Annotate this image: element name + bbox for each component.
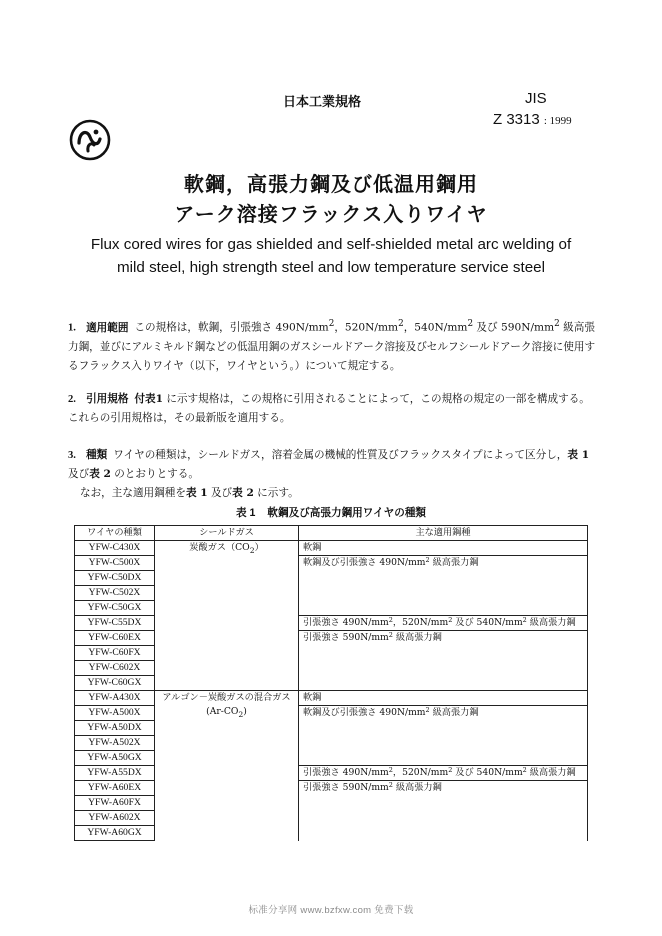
steel-text: 級高張力鋼 [392, 632, 442, 643]
wire-type-cell: YFW-C430X [75, 541, 155, 556]
table-reference: 表 2 [232, 487, 254, 499]
jis-number-code: Z 3313 [493, 111, 540, 128]
section-text: 及び [68, 468, 90, 480]
superscript: 2 [467, 319, 474, 329]
wire-type-cell: YFW-A50DX [75, 721, 155, 736]
column-header-shielding-gas: シールドガス [155, 526, 299, 541]
steel-text: 及び 540N/mm [452, 617, 523, 628]
applicable-steel-cell: 軟鋼 [299, 691, 588, 706]
steel-text: 級高張力鋼 [429, 557, 479, 568]
title-japanese-line2: アーク溶接フラックス入りワイヤ [174, 204, 488, 226]
table-row [75, 541, 588, 556]
jis-year: : 1999 [543, 115, 572, 127]
section-scope [68, 315, 596, 376]
standard-title: 日本工業規格 [283, 94, 362, 109]
column-header-applicable-steel: 主な適用鋼種 [299, 526, 588, 541]
title-japanese-line1: 軟鋼，高張力鋼及び低温用鋼用 [184, 174, 478, 196]
wire-type-cell: YFW-A602X [75, 811, 155, 826]
superscript: 2 [448, 616, 453, 624]
superscript: 2 [388, 616, 393, 624]
section-heading: 種類 [86, 449, 108, 461]
wire-type-cell: YFW-A55DX [75, 766, 155, 781]
superscript: 2 [425, 556, 430, 564]
steel-text: 引張強さ 490N/mm [303, 617, 389, 628]
table-reference: 表 1 [567, 449, 590, 461]
applicable-steel-cell [299, 766, 588, 781]
gas-formula-end: ) [243, 706, 247, 717]
section-text: のとおりとする。 [110, 468, 199, 480]
column-header-wire-type: ワイヤの種類 [75, 526, 155, 541]
section-normative-references [68, 390, 596, 428]
subscript: 2 [249, 545, 255, 555]
wire-type-cell: YFW-C502X [75, 586, 155, 601]
jis-number [493, 111, 572, 128]
table-row [75, 631, 588, 646]
superscript: 2 [522, 766, 527, 774]
wire-type-cell: YFW-A60FX [75, 796, 155, 811]
note-text: なお，主な適用鋼種を [80, 487, 186, 499]
shielding-gas-ar-co2 [155, 691, 299, 841]
annex-reference-number: 1 [155, 393, 163, 405]
section-text: に示す規格は，この規格に引用されることによって，この規格の規定の一部を構成する。これらの引用規格は，その最新版を適用する。 [68, 393, 590, 424]
wire-type-cell: YFW-C60FX [75, 646, 155, 661]
note-text: に示す。 [253, 487, 299, 499]
wire-type-cell: YFW-C60GX [75, 676, 155, 691]
table-caption [0, 505, 662, 520]
section-text: ，520N/mm [334, 321, 399, 334]
superscript: 2 [448, 766, 453, 774]
table-row [75, 691, 588, 706]
wire-type-cell: YFW-C50DX [75, 571, 155, 586]
superscript: 2 [425, 706, 430, 714]
jis-label: JIS [525, 90, 547, 107]
table-row [75, 556, 588, 571]
jis-mark-icon [68, 118, 112, 162]
superscript: 2 [522, 616, 527, 624]
wire-type-cell: YFW-C55DX [75, 616, 155, 631]
superscript: 2 [388, 631, 393, 639]
superscript: 2 [328, 319, 335, 329]
applicable-steel-cell: 軟鋼 [299, 541, 588, 556]
applicable-steel-cell [299, 556, 588, 616]
steel-text: 及び 540N/mm [452, 767, 523, 778]
section-heading: 引用規格 [86, 393, 129, 405]
superscript: 2 [398, 319, 404, 329]
wire-type-cell: YFW-A60EX [75, 781, 155, 796]
section-number: 1. [68, 322, 76, 334]
gas-name: 炭酸ガス（CO [189, 542, 250, 553]
wire-type-cell: YFW-A502X [75, 736, 155, 751]
table-row [75, 781, 588, 796]
table-number: 表 1 [235, 507, 256, 519]
section-text: この規格は，軟鋼，引張強さ 490N/mm [134, 321, 329, 334]
section-note [80, 484, 580, 503]
steel-text: 軟鋼及び引張強さ 490N/mm [303, 557, 426, 568]
steel-text: 級高張力鋼 [392, 782, 442, 793]
wire-type-cell: YFW-A430X [75, 691, 155, 706]
steel-text: 級高張力鋼 [429, 707, 479, 718]
steel-text: ，520N/mm [392, 617, 449, 628]
note-text: 及び [207, 487, 233, 499]
gas-formula [159, 705, 294, 722]
table-row [75, 766, 588, 781]
steel-text: ，520N/mm [392, 767, 449, 778]
superscript: 2 [388, 766, 393, 774]
superscript: 2 [554, 319, 560, 329]
applicable-steel-cell [299, 781, 588, 841]
title-english-line1: Flux cored wires for gas shielded and self-shielded metal arc welding of [90, 236, 572, 253]
section-classification [68, 446, 596, 484]
gas-formula-text: (Ar-CO [206, 706, 239, 717]
section-text: ，540N/mm [403, 321, 468, 334]
table-title: 軟鋼及び高張力鋼用ワイヤの種類 [267, 507, 427, 519]
wire-type-cell: YFW-A60GX [75, 826, 155, 841]
table-reference: 表 1 [185, 487, 208, 499]
wire-type-cell: YFW-C602X [75, 661, 155, 676]
applicable-steel-cell [299, 616, 588, 631]
footer-watermark: 标准分享网 www.bzfxw.com 免费下载 [248, 905, 414, 916]
section-text: ワイヤの種類は，シールドガス，溶着金属の機械的性質及びフラックスタイプによって区分し， [113, 449, 568, 461]
gas-name-end: ） [254, 542, 264, 553]
steel-text: 軟鋼及び引張強さ 490N/mm [303, 707, 426, 718]
shielding-gas-co2 [155, 541, 299, 691]
superscript: 2 [388, 781, 393, 789]
wire-type-cell: YFW-A50GX [75, 751, 155, 766]
table-header-row [75, 526, 588, 541]
wire-type-cell: YFW-C50GX [75, 601, 155, 616]
table-row [75, 616, 588, 631]
steel-text: 級高張力鋼 [526, 767, 576, 778]
section-heading: 適用範囲 [86, 321, 129, 334]
table-reference: 表 2 [89, 468, 111, 480]
section-number: 3. [68, 450, 76, 461]
subscript: 2 [238, 709, 244, 719]
steel-text: 引張強さ 490N/mm [303, 767, 389, 778]
wire-type-cell: YFW-C60EX [75, 631, 155, 646]
applicable-steel-cell [299, 706, 588, 766]
wire-type-cell: YFW-C500X [75, 556, 155, 571]
applicable-steel-cell [299, 631, 588, 691]
section-number: 2. [68, 394, 76, 405]
annex-reference: 付表 [134, 393, 156, 405]
title-english-line2: mild steel, high strength steel and low temperature service steel [117, 259, 545, 276]
steel-text: 引張強さ 590N/mm [303, 632, 389, 643]
table-row [75, 706, 588, 721]
wire-type-cell: YFW-A500X [75, 706, 155, 721]
wire-types-table [74, 525, 588, 841]
section-text: 及び 590N/mm [473, 321, 555, 334]
steel-text: 引張強さ 590N/mm [303, 782, 389, 793]
section-text: 級高張力鋼，並びにアルミキルド鋼などの低温用鋼のガスシールドアーク溶接及びセルフシールドアーク溶接に使用するフラックス入りワイヤ（以下，ワイヤという。）について規定する。 [68, 321, 596, 372]
steel-text: 級高張力鋼 [526, 617, 576, 628]
gas-name: アルゴン－炭酸ガスの混合ガス [162, 692, 291, 703]
